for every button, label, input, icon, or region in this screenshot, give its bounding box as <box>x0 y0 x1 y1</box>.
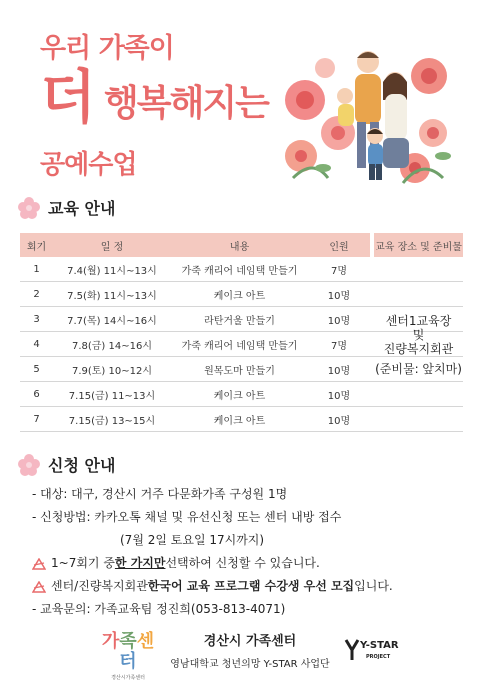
hero-title-line2 <box>40 63 268 131</box>
cell-date: 7.9(토) 10~12시 <box>71 365 153 377</box>
family-center-logo-mark: 가족센터 <box>101 631 155 672</box>
header-date: 일 정 <box>53 233 171 257</box>
note1-pre: 1~7회기 중 <box>51 556 115 570</box>
cell-people: 7명 <box>330 265 348 277</box>
info-deadline: (7월 2일 토요일 17시까지) <box>120 533 265 547</box>
hero-title-line3: 공예수업 <box>40 150 137 180</box>
ystar-logo <box>344 638 404 668</box>
place-cell <box>374 257 463 432</box>
section-application <box>18 453 115 476</box>
cell-date: 7.15(금) 11~13시 <box>68 390 156 402</box>
mother-figure <box>383 72 409 168</box>
hero-title-line1: 우리 가족이 <box>40 33 174 64</box>
info-note2 <box>32 575 472 598</box>
ystar-logo-text: Y-STAR <box>360 640 399 651</box>
place-line3: 진량복지회관 <box>383 341 454 356</box>
cell-content: 가죽 캐리어 네임택 만들기 <box>181 340 298 352</box>
cell-no: 5 <box>33 363 40 375</box>
cell-date: 7.15(금) 13~15시 <box>68 415 156 427</box>
cell-content: 케이크 아트 <box>213 290 266 302</box>
hero-title-big: 더 <box>40 63 97 131</box>
ystar-logo-mark <box>344 638 360 662</box>
cell-date: 7.8(금) 14~16시 <box>71 340 153 352</box>
cell-content: 라탄거울 만들기 <box>204 315 275 327</box>
info-contact: - 교육문의: 가족교육팀 정진희(053-813-4071) <box>32 602 286 616</box>
header-no: 회기 <box>20 233 53 257</box>
schedule-table <box>20 233 463 432</box>
cell-content: 가죽 캐리어 네임택 만들기 <box>181 265 298 277</box>
header-place: 교육 장소 및 준비물 <box>374 233 463 257</box>
note1-emphasis: 한 가지만 <box>114 556 166 570</box>
application-info <box>32 483 472 621</box>
cell-people: 7명 <box>330 340 348 352</box>
note2-post: 입니다. <box>354 579 393 593</box>
cell-people: 10명 <box>327 365 351 377</box>
info-method: - 신청방법: 카카오톡 채널 및 유선신청 또는 센터 내방 접수 <box>32 510 342 524</box>
note1-post: 선택하여 신청할 수 있습니다. <box>165 556 320 570</box>
cell-no: 2 <box>33 288 40 300</box>
flower-bullet-icon <box>18 197 40 219</box>
family-center-logo-caption: 경산시가족센터 <box>111 675 145 681</box>
cell-date: 7.4(월) 11시~13시 <box>67 265 157 277</box>
cell-content: 케이크 아트 <box>213 390 266 402</box>
cell-no: 1 <box>33 263 40 275</box>
cell-date: 7.5(화) 11시~13시 <box>67 290 157 302</box>
cell-people: 10명 <box>327 415 351 427</box>
header-content: 내용 <box>171 233 308 257</box>
cell-no: 3 <box>33 313 40 325</box>
cell-people: 10명 <box>327 290 351 302</box>
place-line1: 센터1교육장 <box>385 313 452 328</box>
info-target: - 대상: 대구, 경산시 거주 다문화가족 구성원 1명 <box>32 487 288 501</box>
footer-org-name: 경산시 가족센터 <box>203 634 297 649</box>
cell-content: 케이크 아트 <box>213 415 266 427</box>
cell-people: 10명 <box>327 315 351 327</box>
section-education-title: 교육 안내 <box>48 199 116 218</box>
footer <box>0 622 480 682</box>
header-people: 인원 <box>308 233 370 257</box>
warning-triangle-icon <box>32 581 46 593</box>
footer-org <box>165 630 335 670</box>
family-center-logo <box>100 631 156 681</box>
place-line2: 및 <box>412 327 425 342</box>
son-figure <box>367 128 383 180</box>
note2-emphasis: 한국어 교육 프로그램 수강생 우선 모집 <box>147 579 355 593</box>
info-note1 <box>32 552 472 575</box>
section-education <box>18 196 115 219</box>
warning-triangle-icon <box>32 558 46 570</box>
cell-content: 원목도마 만들기 <box>204 365 275 377</box>
table-header <box>20 233 463 257</box>
baby-figure <box>337 88 354 126</box>
flower-bullet-icon <box>18 454 40 476</box>
cell-people: 10명 <box>327 390 351 402</box>
ystar-logo-sub: PROJECT <box>366 654 391 660</box>
hero-title-rest: 행복해지는 <box>104 83 268 124</box>
family-flower-illustration <box>283 38 453 188</box>
note2-pre: 센터/진량복지회관 <box>51 579 148 593</box>
footer-org-sub: 영남대학교 청년의망 Y-STAR 사업단 <box>170 659 330 670</box>
cell-no: 7 <box>33 413 40 425</box>
cell-no: 4 <box>33 338 40 350</box>
cell-no: 6 <box>33 388 40 400</box>
cell-date: 7.7(목) 14시~16시 <box>67 315 157 327</box>
section-application-title: 신청 안내 <box>48 456 116 475</box>
place-materials: (준비물: 앞치마) <box>375 361 462 376</box>
